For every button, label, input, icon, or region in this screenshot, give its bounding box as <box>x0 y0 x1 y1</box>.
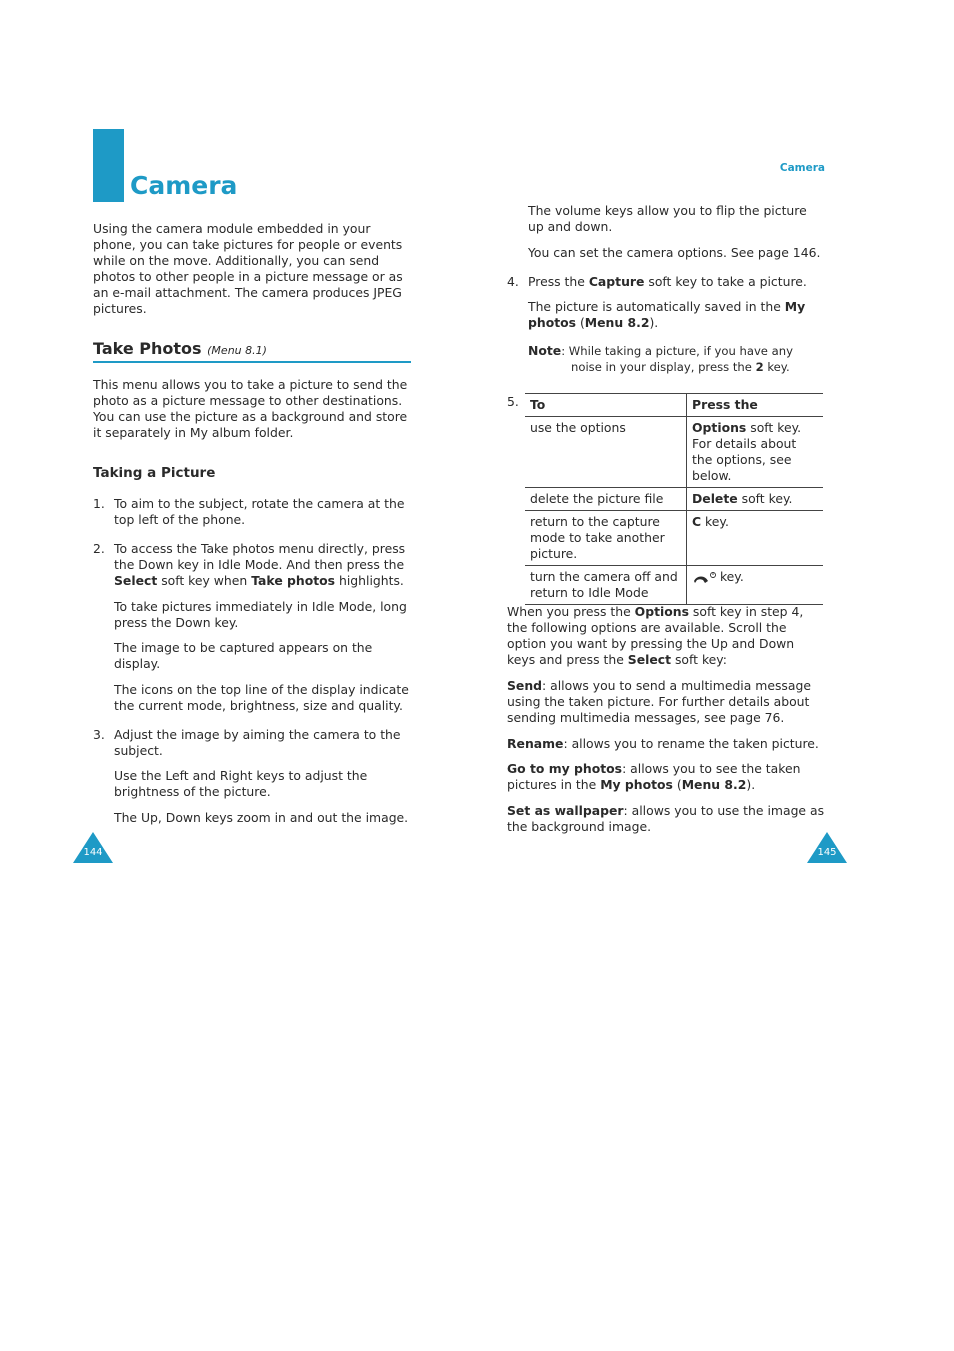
option-label: Rename <box>507 736 564 751</box>
option-text: : allows you to send a multimedia message using the taken picture. For further details about sending multimedia messages, see page 76. <box>507 678 811 725</box>
table-cell <box>687 566 824 605</box>
step-number: 4. <box>507 274 519 289</box>
step-text <box>528 274 825 290</box>
chapter-accent-bar <box>93 129 124 202</box>
intro-paragraph: Using the camera module embedded in your phone, you can take pictures for people or events while on the move. Additionally, you can send photos to other people in a picture message or as an e-mail attachment. The camera produces JPEG pictures. <box>93 221 403 316</box>
step-text: Adjust the image by aiming the camera to the subject. <box>114 727 401 758</box>
running-head: Camera <box>779 162 825 174</box>
option-text: : allows you to see the taken pictures in the <box>507 761 801 792</box>
after-table-paragraph <box>507 604 825 668</box>
table-cell <box>687 511 824 566</box>
text-run: soft key. For details about the options, see below. <box>692 420 802 483</box>
table-header <box>525 394 687 417</box>
page-number: 145 <box>817 847 837 858</box>
select-key-label: Select <box>627 652 672 667</box>
text-run: : While taking a picture, if you have any noise in your display, press the <box>561 344 793 374</box>
text-run: key. <box>716 569 744 584</box>
table-cell: turn the camera off and return to Idle Mode <box>525 566 687 605</box>
step-number: 2. <box>93 541 105 556</box>
volume-paragraph: The volume keys allow you to flip the picture up and down. <box>528 203 807 234</box>
option-text: ). <box>746 777 756 792</box>
step-2-detail-3: The icons on the top line of the display indicate the current mode, brightness, size and quality. <box>114 682 409 713</box>
key-label: C <box>692 514 702 529</box>
text-run: soft key: <box>671 652 727 667</box>
text-run: key. <box>763 360 790 374</box>
section-title <box>93 339 267 361</box>
table-cell: delete the picture file <box>525 488 687 511</box>
step-2-detail-1: To take pictures immediately in Idle Mode, long press the Down key. <box>114 599 407 630</box>
text-run: ). <box>649 315 659 330</box>
option-set-as-wallpaper <box>507 803 825 835</box>
step-3-detail-1: Use the Left and Right keys to adjust the brightness of the picture. <box>114 768 368 799</box>
section-title-text: Take Photos <box>93 339 202 358</box>
key-label: 2 <box>755 360 764 374</box>
table-cell <box>687 488 824 511</box>
table-row <box>525 417 823 488</box>
option-label: Set as wallpaper <box>507 803 624 818</box>
subsection-title: Taking a Picture <box>93 465 216 481</box>
menu-ref: Menu 8.2 <box>584 315 650 330</box>
text-run: ( <box>576 315 585 330</box>
step-text <box>114 541 411 589</box>
text-run: key. <box>701 514 729 529</box>
note-text <box>528 343 825 375</box>
chapter-title: Camera <box>130 171 238 200</box>
capture-key-label: Capture <box>588 274 645 289</box>
table-cell: use the options <box>525 417 687 488</box>
step-2-detail-2: The image to be captured appears on the display. <box>114 640 373 671</box>
text-run: To access the Take photos menu directly, press the Down key in Idle Mode. And then press the <box>114 541 406 572</box>
table-row <box>525 566 823 605</box>
step-2 <box>93 541 411 589</box>
option-text: : allows you to use the image as the background image. <box>507 803 825 834</box>
step-number: 3. <box>93 727 105 742</box>
step-3 <box>93 727 411 759</box>
step-4 <box>507 274 825 290</box>
text-run: When you press the <box>507 604 635 619</box>
text-run: The picture is automatically saved in the <box>528 299 785 314</box>
select-key-label: Select <box>114 573 158 588</box>
step-number: 1. <box>93 496 105 511</box>
option-rename <box>507 736 825 752</box>
my-photos-label: My photos <box>528 299 806 330</box>
header-to: To <box>530 397 546 412</box>
section-menu-ref: (Menu 8.1) <box>207 344 267 357</box>
step-1 <box>93 496 411 528</box>
key-label: Delete <box>692 491 738 506</box>
text-run: soft key when <box>157 573 252 588</box>
options-paragraph: You can set the camera options. See page 146. <box>528 245 821 260</box>
page-number: 144 <box>83 847 103 858</box>
key-label: Options <box>692 420 747 435</box>
options-table <box>525 393 823 605</box>
take-photos-label: Take photos <box>251 573 336 588</box>
note-label: Note <box>528 343 562 358</box>
table-header <box>687 394 824 417</box>
menu-ref: Menu 8.2 <box>681 777 747 792</box>
text-run: soft key to take a picture. <box>644 274 807 289</box>
table-header-row <box>525 394 823 417</box>
text-run: soft key in step 4, the following options are available. Scroll the option you want by pressing the Up and Down keys and press the <box>507 604 804 667</box>
text-run: soft key. <box>737 491 793 506</box>
table-cell: return to the capture mode to take another picture. <box>525 511 687 566</box>
option-text: : allows you to rename the taken picture. <box>563 736 819 751</box>
option-text: ( <box>672 777 682 792</box>
header-press: Press the <box>692 397 758 412</box>
note <box>528 343 825 375</box>
my-photos-label: My photos <box>600 777 673 792</box>
option-send <box>507 678 825 726</box>
text-run: Press the <box>528 274 589 289</box>
option-go-to-my-photos <box>507 761 825 793</box>
option-label: Go to my photos <box>507 761 623 776</box>
table-row <box>525 488 823 511</box>
section-rule <box>93 361 411 363</box>
saved-paragraph <box>528 299 825 331</box>
step-3-detail-2: The Up, Down keys zoom in and out the image. <box>114 810 409 825</box>
step-text: To aim to the subject, rotate the camera at the top left of the phone. <box>114 496 405 527</box>
options-key-label: Options <box>634 604 689 619</box>
text-run: highlights. <box>335 573 404 588</box>
table-row <box>525 511 823 566</box>
end-call-icon <box>692 571 716 585</box>
table-cell <box>687 417 824 488</box>
step-number: 5. <box>507 394 519 409</box>
section-intro: This menu allows you to take a picture to send the photo as a picture message to other destinations. You can use the picture as a background and store it separately in My album folder. <box>93 377 408 440</box>
option-label: Send <box>507 678 543 693</box>
